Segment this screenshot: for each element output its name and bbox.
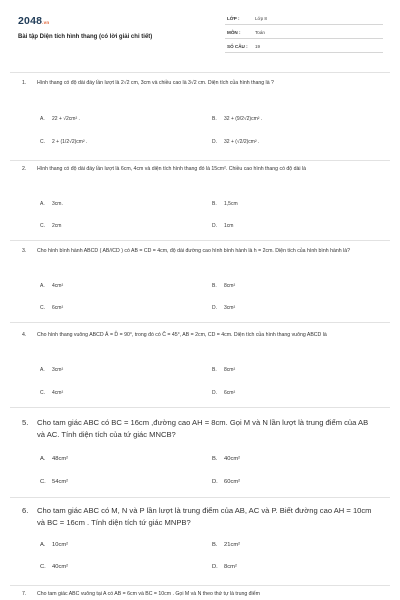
question-divider [10, 240, 390, 241]
question-divider [10, 160, 390, 161]
option-a[interactable] [40, 116, 80, 122]
option-letter: C. [40, 223, 45, 229]
question-text: Cho tam giác ABC vuông tại A có AB = 6cm và BC = 10cm . Gọi M và N theo thứ tự là trung điểm [37, 591, 260, 597]
question-6 [10, 505, 390, 583]
option-text: 32 + (√2/2)cm² . [224, 139, 260, 145]
option-b[interactable] [212, 456, 240, 462]
question-number: 4. [22, 332, 27, 338]
option-text: 1cm [224, 223, 234, 229]
question-number: 7. [22, 591, 27, 597]
option-text: 2cm [52, 223, 62, 229]
option-letter: D. [212, 564, 218, 570]
option-d[interactable] [212, 390, 235, 396]
option-letter: A. [40, 201, 45, 207]
option-letter: D. [212, 139, 217, 145]
question-text: Cho hình thang vuông ABCD Â = D̂ = 90°, trong đó có Ĉ = 45°, AB = 2cm, CD = 4cm. Diện tích của hình thang vuông ABCD là [37, 332, 327, 338]
option-b[interactable] [212, 283, 235, 289]
option-a[interactable] [40, 201, 63, 207]
question-text: Cho hình bình hành ABCD ( AB//CD ) có AB = CD = 4cm, độ dài đường cao hình bình hành là h = 2cm. Diện tích của hình bình hành là? [37, 248, 350, 254]
question-number: 5. [22, 418, 29, 427]
option-text: 6cm² [224, 390, 236, 396]
question-number: 2. [22, 166, 27, 172]
document-header [0, 0, 400, 60]
header-divider [10, 72, 390, 73]
question-number: 3. [22, 248, 27, 254]
option-b[interactable] [212, 542, 240, 548]
option-text: 60cm² [224, 479, 241, 485]
option-d[interactable] [212, 564, 237, 570]
option-letter: B. [212, 367, 217, 373]
option-letter: D. [212, 390, 217, 396]
meta-subject-row [225, 27, 383, 39]
question-divider [10, 585, 390, 586]
option-text: 22 + √2cm² . [52, 116, 80, 122]
question-5 [10, 417, 390, 495]
question-divider [10, 322, 390, 323]
question-1 [10, 80, 390, 158]
option-letter: C. [40, 139, 45, 145]
option-text: 3cm² [224, 305, 236, 311]
option-text: 1,5cm [224, 201, 238, 207]
meta-count-value: 19 [255, 44, 261, 49]
option-text: 40cm² [52, 564, 69, 570]
option-c[interactable] [40, 479, 68, 485]
option-c[interactable] [40, 223, 61, 229]
question-number: 6. [22, 506, 29, 515]
option-b[interactable] [212, 367, 235, 373]
option-text: 21cm² [224, 542, 241, 548]
option-a[interactable] [40, 367, 63, 373]
meta-class-row [225, 13, 383, 25]
option-b[interactable] [212, 201, 238, 207]
question-text: Cho tam giác ABC có M, N và P lần lượt là trung điểm của AB, AC và P. Biết đường cao AH = 10cm và BC = 16cm . Tính diện tích tứ giác MNPB? [37, 506, 372, 527]
option-text: 6cm² [52, 305, 64, 311]
option-text: 4cm² [52, 390, 64, 396]
option-letter: B. [212, 283, 217, 289]
option-c[interactable] [40, 390, 63, 396]
option-letter: B. [212, 456, 218, 462]
option-letter: A. [40, 456, 46, 462]
question-number: 1. [22, 80, 27, 86]
meta-count-label: SỐ CÂU : [227, 44, 248, 49]
option-text: 3cm² [52, 367, 64, 373]
option-text: 2 + (1/2√2)cm² . [52, 139, 88, 145]
option-d[interactable] [212, 139, 259, 145]
question-text: Hình thang có độ dài đáy lần lượt là 6cm, 4cm và diện tích hình thang đó là 15cm². Chiều cao hình thang có độ dài là [37, 166, 307, 172]
option-text: 3cm. [52, 201, 63, 207]
option-text: 4cm² [52, 283, 64, 289]
option-a[interactable] [40, 542, 68, 548]
logo-suffix: .vn [42, 20, 50, 25]
option-letter: B. [212, 201, 217, 207]
option-letter: B. [212, 116, 217, 122]
option-letter: A. [40, 116, 45, 122]
question-divider [10, 407, 390, 408]
meta-count-row [225, 41, 383, 53]
option-text: 40cm² [224, 456, 241, 462]
option-d[interactable] [212, 479, 240, 485]
option-b[interactable] [212, 116, 262, 122]
meta-subject-value: Toán [255, 30, 265, 35]
option-letter: D. [212, 479, 218, 485]
option-letter: A. [40, 367, 45, 373]
option-text: 48cm² [52, 456, 69, 462]
document-title: Bài tập Diện tích hình thang (có lời giải chi tiết) [18, 34, 153, 40]
option-c[interactable] [40, 564, 68, 570]
question-text: Hình thang có độ dài đáy lần lượt là 2√2 cm, 3cm và chiều cao là 3√2 cm. Diện tích của hình thang là ? [37, 80, 274, 86]
question-divider [10, 497, 390, 498]
option-letter: A. [40, 542, 46, 548]
site-logo[interactable] [18, 15, 49, 27]
option-letter: B. [212, 542, 218, 548]
option-text: 54cm² [52, 479, 69, 485]
option-letter: D. [212, 305, 217, 311]
option-text: 8cm² [224, 283, 236, 289]
question-2 [10, 166, 390, 238]
option-letter: C. [40, 479, 46, 485]
option-letter: A. [40, 283, 45, 289]
option-letter: D. [212, 223, 217, 229]
option-a[interactable] [40, 456, 68, 462]
option-c[interactable] [40, 139, 87, 145]
option-text: 8cm² [224, 367, 236, 373]
meta-class-label: LỚP : [227, 16, 240, 21]
option-c[interactable] [40, 305, 63, 311]
option-letter: C. [40, 305, 45, 311]
option-text: 32 + (9/2√2)cm² . [224, 116, 263, 122]
option-letter: C. [40, 390, 45, 396]
meta-subject-label: MÔN : [227, 30, 241, 35]
option-a[interactable] [40, 283, 63, 289]
option-letter: C. [40, 564, 46, 570]
option-d[interactable] [212, 305, 235, 311]
logo-text: 2048 [18, 15, 43, 27]
option-d[interactable] [212, 223, 233, 229]
option-text: 8cm² [224, 564, 237, 570]
question-7 [10, 591, 390, 600]
option-text: 10cm² [52, 542, 69, 548]
question-3 [10, 248, 390, 320]
meta-class-value: Lớp 8 [255, 16, 267, 21]
question-4 [10, 332, 390, 404]
question-text: Cho tam giác ABC có BC = 16cm ,đường cao AH = 8cm. Gọi M và N lần lượt là trung điểm của AB và AC. Tính diện tích của tứ giác MNCB? [37, 418, 369, 439]
